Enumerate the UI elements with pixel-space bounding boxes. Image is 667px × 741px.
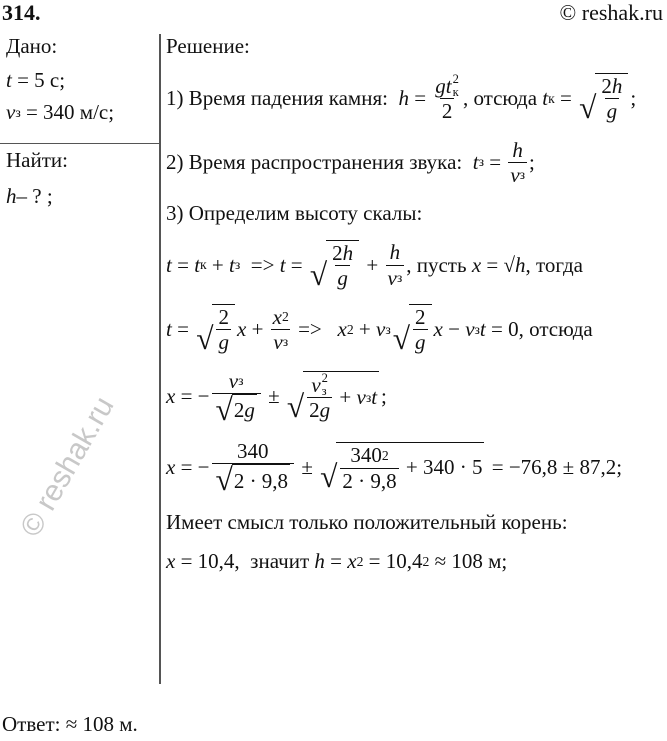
math-text: ±: [296, 454, 319, 479]
math-variable: v: [273, 329, 283, 354]
math-text: =: [171, 316, 195, 341]
fraction-numerator: [330, 241, 355, 265]
sqrt-radicand: [303, 371, 379, 422]
math-variable: g: [218, 330, 229, 355]
math-variable: x: [166, 454, 176, 479]
math-subsup: [322, 372, 328, 397]
math-fraction: [271, 305, 291, 354]
math-subscript: з: [396, 269, 403, 285]
math-subscript: к: [200, 257, 207, 273]
find-label: Найти:: [6, 148, 68, 172]
math-variable: x: [166, 549, 176, 574]
math-variable: x: [337, 316, 347, 341]
math-fraction: [212, 369, 261, 426]
fraction-denominator: [508, 162, 527, 187]
math-text: , тогда: [525, 252, 583, 277]
math-subscript: з: [474, 321, 480, 337]
math-text: 2: [415, 305, 426, 330]
fraction-numerator: [388, 240, 403, 264]
math-fraction: [599, 74, 624, 123]
solution-result: [166, 549, 507, 574]
math-subscript: з: [238, 372, 244, 388]
math-subscript: з: [234, 257, 241, 273]
math-variable: g: [319, 398, 331, 423]
copyright: © reshak.ru: [559, 0, 663, 25]
given-label: Дано:: [6, 34, 58, 58]
math-fraction: [330, 241, 355, 290]
math-variable: g: [415, 330, 426, 355]
math-text: = 5 с;: [11, 68, 66, 92]
solution-equation: [166, 369, 387, 426]
math-text: =>: [292, 316, 338, 341]
math-superscript: 2: [381, 447, 389, 463]
sqrt-radical-icon: √: [320, 459, 338, 495]
math-text: = −: [175, 384, 210, 409]
math-text: 2: [309, 398, 320, 423]
math-text: 340: [237, 439, 269, 464]
math-superscript: 2: [346, 321, 354, 337]
math-variable: t: [229, 252, 235, 277]
math-variable: h: [398, 85, 409, 110]
given-line: [6, 68, 65, 93]
fraction-denominator: [605, 98, 620, 123]
fraction-denominator: [212, 463, 295, 496]
math-text: 2: [601, 74, 612, 99]
solution-column: [166, 34, 636, 574]
math-text: = −: [175, 454, 210, 479]
math-variable: h: [314, 549, 325, 574]
math-sqrt: [320, 442, 484, 495]
math-text: +: [361, 252, 384, 277]
math-variable: g: [606, 99, 618, 124]
math-text: +: [206, 252, 230, 277]
given-line: [6, 100, 114, 125]
math-subscript: з: [478, 154, 484, 170]
math-text: =: [324, 549, 348, 574]
math-text: ±: [262, 384, 285, 409]
math-variable: t: [445, 73, 452, 98]
math-variable: x: [433, 316, 443, 341]
fraction-numerator: [227, 369, 246, 393]
math-text: – ? ;: [16, 184, 53, 208]
math-fraction: [433, 73, 461, 123]
fraction-denominator: [216, 329, 231, 354]
sqrt-radical-icon: √: [196, 321, 214, 357]
fraction-denominator: [307, 397, 332, 422]
math-sqrt: [286, 371, 379, 425]
math-text: , отсюда: [462, 85, 543, 110]
math-variable: t: [6, 68, 12, 92]
math-fraction: [508, 138, 527, 187]
math-subscript: з: [365, 389, 372, 405]
math-variable: v: [228, 368, 239, 393]
math-superscript: 2: [321, 371, 328, 386]
sqrt-radicand: [232, 464, 290, 496]
math-variable: x: [471, 252, 482, 277]
math-fraction: [386, 240, 405, 289]
sqrt-radicand: [336, 442, 484, 492]
math-fraction: [340, 443, 398, 492]
math-subscript: з: [282, 334, 289, 350]
math-text: Имеет смысл только положительный корень:: [166, 509, 568, 534]
math-subscript: к: [548, 90, 555, 106]
math-text: −: [442, 316, 466, 341]
solution-equation: [166, 304, 593, 357]
math-variable: t: [166, 316, 172, 341]
math-variable: x: [236, 316, 247, 341]
sqrt-radical-icon: √: [392, 321, 411, 357]
fraction-numerator: [599, 74, 624, 98]
fraction-numerator: [413, 305, 428, 329]
math-superscript: 2: [356, 553, 364, 569]
math-variable: x: [347, 549, 357, 574]
given-find-divider: [0, 143, 160, 144]
math-text: 2: [332, 240, 343, 265]
sqrt-radical-icon: √: [215, 462, 233, 498]
sqrt-radicand: [409, 304, 432, 354]
math-sqrt: [216, 464, 291, 496]
math-sqrt: [579, 73, 628, 123]
math-text: =: [408, 85, 432, 110]
math-text: +: [353, 316, 376, 341]
math-text: +: [334, 384, 357, 409]
math-variable: v: [311, 372, 321, 397]
fraction-numerator: [348, 443, 390, 467]
fraction-numerator: [309, 372, 330, 397]
math-variable: t: [371, 384, 378, 409]
solution-equation: [166, 240, 583, 290]
math-text: = 10,4, значит: [175, 549, 315, 574]
math-variable: t: [279, 252, 286, 277]
solution-note: [166, 510, 568, 535]
math-variable: h: [342, 240, 354, 265]
math-variable: t: [479, 316, 486, 341]
fraction-denominator: [335, 265, 350, 290]
fraction-denominator: [340, 468, 398, 493]
math-text: 2: [218, 305, 229, 330]
math-subscript: к: [452, 84, 459, 99]
math-variable: h: [6, 184, 17, 208]
math-text: =: [554, 85, 578, 110]
math-subscript: з: [519, 166, 526, 182]
math-subscript: з: [15, 104, 21, 120]
math-variable: v: [387, 265, 397, 290]
math-variable: x: [272, 304, 282, 329]
math-text: = 340 м/с;: [20, 100, 115, 124]
math-variable: v: [6, 100, 16, 124]
math-sqrt: [310, 240, 359, 290]
math-text: = 10,4: [363, 549, 423, 574]
column-divider: [159, 34, 161, 684]
math-text: 2 · 9,8: [342, 468, 397, 493]
solution-step-3: [166, 201, 422, 226]
fraction-numerator: [216, 305, 231, 329]
math-text: 2) Время распространения звука:: [166, 149, 473, 174]
fraction-denominator: [271, 329, 290, 354]
math-sqrt: [196, 304, 235, 357]
fraction-numerator: [433, 73, 461, 98]
math-subsup: [453, 73, 459, 98]
solution-equation: [166, 439, 622, 496]
math-text: =>: [240, 252, 280, 277]
math-variable: h: [611, 74, 623, 99]
math-text: = √: [481, 252, 516, 277]
math-fraction: [216, 305, 231, 354]
math-superscript: 2: [422, 553, 430, 569]
fraction-numerator: [510, 138, 525, 162]
math-variable: v: [356, 384, 366, 409]
math-variable: g: [244, 397, 255, 422]
math-text: ;: [630, 85, 637, 110]
math-text: =: [483, 149, 507, 174]
math-fraction: [212, 439, 295, 496]
math-text: 340: [350, 443, 382, 468]
solution-step-1: [166, 73, 636, 123]
math-text: = 0, отсюда: [485, 316, 593, 341]
math-text: ;: [381, 384, 387, 409]
math-fraction: [413, 305, 428, 354]
math-text: 3) Определим высоту скалы:: [166, 200, 423, 225]
math-subscript: з: [385, 321, 391, 337]
math-text: 2: [441, 99, 453, 124]
fraction-denominator: [413, 329, 428, 354]
math-subscript: з: [321, 383, 327, 398]
math-text: +: [246, 316, 269, 341]
find-line: [6, 184, 53, 209]
math-text: , пусть: [406, 252, 472, 277]
fraction-denominator: [440, 98, 455, 123]
solution-step-2: [166, 138, 535, 187]
math-sqrt: [392, 304, 432, 357]
math-text: = −76,8 ± 87,2;: [486, 454, 623, 479]
sqrt-radical-icon: √: [309, 256, 328, 292]
math-text: ≈ 108 м;: [429, 549, 508, 574]
math-superscript: 2: [281, 309, 289, 324]
sqrt-radicand: [595, 73, 628, 123]
math-superscript: 2: [452, 72, 459, 87]
math-variable: v: [376, 316, 386, 341]
fraction-denominator: [212, 393, 261, 426]
math-variable: v: [510, 162, 520, 187]
math-text: =: [171, 252, 195, 277]
math-text: 1) Время падения камня:: [166, 85, 399, 110]
answer: Ответ: ≈ 108 м.: [2, 712, 138, 736]
math-text: ;: [529, 149, 535, 174]
math-variable: h: [515, 252, 526, 277]
sqrt-radicand: [212, 304, 235, 354]
math-variable: t: [542, 85, 549, 110]
solution-label: Решение:: [166, 34, 250, 58]
sqrt-radicand: [232, 394, 257, 426]
fraction-numerator: [235, 439, 271, 463]
sqrt-radical-icon: √: [286, 389, 305, 425]
math-variable: v: [465, 316, 475, 341]
problem-number: 314.: [2, 0, 41, 25]
sqrt-radicand: [326, 240, 359, 290]
fraction-denominator: [386, 265, 405, 290]
math-variable: t: [166, 252, 172, 277]
math-text: 2: [233, 397, 245, 422]
math-sqrt: [215, 391, 257, 427]
math-variable: h: [512, 137, 523, 162]
math-variable: x: [166, 384, 176, 409]
math-variable: h: [389, 240, 401, 265]
math-text: =: [285, 252, 308, 277]
math-fraction: [307, 372, 332, 422]
sqrt-radical-icon: √: [215, 391, 233, 427]
watermark: © reshak.ru: [14, 391, 121, 543]
fraction-numerator: [271, 305, 291, 329]
math-variable: t: [194, 252, 201, 277]
sqrt-radical-icon: √: [579, 89, 597, 125]
math-variable: g: [435, 73, 446, 98]
math-text: + 340 · 5: [400, 455, 483, 480]
math-variable: g: [337, 266, 348, 291]
math-variable: t: [472, 149, 479, 174]
math-text: 2 · 9,8: [233, 468, 289, 493]
